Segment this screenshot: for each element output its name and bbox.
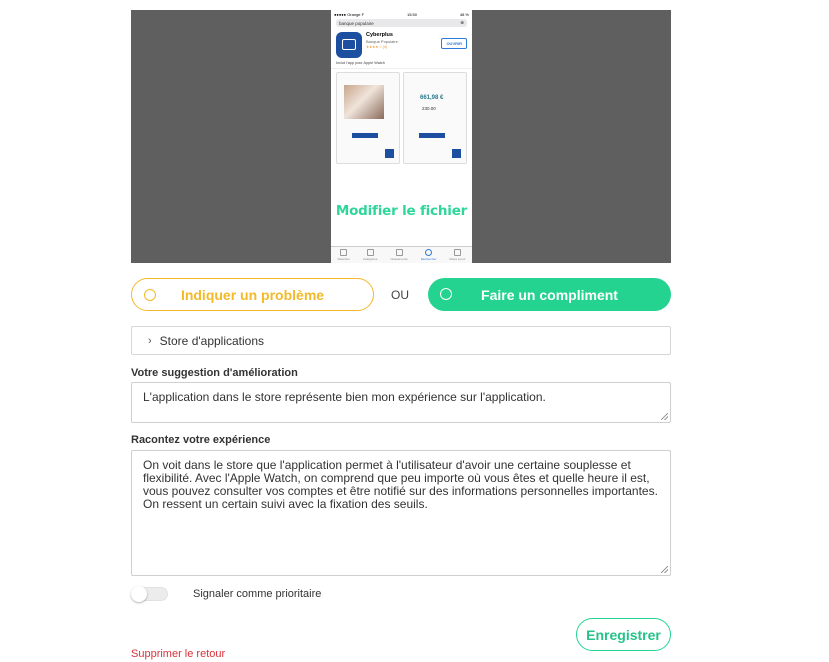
screenshot-button bbox=[419, 133, 445, 138]
experience-text: On voit dans le store que l'application permet à l'utilisateur d'avoir une certaine souplesse et flexibilité. Avec l'Apple Watch, on comprend que peu importe où vous êtes et quelle heure il est, vous pouvez consulter vos comptes et être notifié sur des informations personnelles importantes. On ressent un certain suivi avec la fixation des seuils. bbox=[143, 458, 658, 511]
apple-watch-note: Inclut l'app pour Apple Watch bbox=[331, 58, 472, 69]
screenshot-preview[interactable] bbox=[131, 10, 671, 263]
updates-icon bbox=[454, 249, 461, 256]
phone-tab: Sélection bbox=[338, 249, 350, 261]
suggestion-text: L'application dans le store représente bien mon expérience sur l'application. bbox=[143, 390, 546, 404]
phone-tab-bar bbox=[331, 246, 472, 263]
resize-handle-icon[interactable] bbox=[661, 566, 668, 573]
status-time: 15:50 bbox=[406, 11, 417, 17]
edit-file-overlay[interactable]: Modifier le fichier bbox=[335, 203, 468, 219]
status-carrier: ●●●●● Orange F bbox=[334, 11, 365, 17]
app-name: Cyberplus bbox=[366, 32, 393, 38]
bank-logo-icon bbox=[385, 149, 394, 158]
app-publisher: Banque Populaire bbox=[366, 39, 398, 44]
experience-label: Racontez votre expérience bbox=[131, 434, 271, 446]
priority-label: Signaler comme prioritaire bbox=[193, 588, 322, 600]
bank-logo-icon bbox=[452, 149, 461, 158]
give-compliment-label: Faire un compliment bbox=[481, 286, 618, 303]
chevron-right-icon: › bbox=[148, 334, 152, 347]
screenshot-button bbox=[352, 133, 378, 138]
phone-screenshot bbox=[331, 10, 472, 263]
phone-tab: Mises à jour bbox=[449, 249, 465, 261]
star-icon bbox=[340, 249, 347, 256]
report-problem-button[interactable] bbox=[131, 278, 374, 311]
suggestion-label: Votre suggestion d'amélioration bbox=[131, 367, 298, 379]
app-rating: ★★★★☆ (4) bbox=[366, 45, 387, 49]
category-value: Store d'applications bbox=[159, 333, 265, 348]
app-icon bbox=[336, 32, 362, 58]
phone-tab: Catégories bbox=[363, 249, 378, 261]
phone-search-bar bbox=[336, 19, 467, 27]
phone-status-bar bbox=[331, 10, 472, 18]
radio-circle-icon bbox=[144, 289, 156, 301]
list-icon bbox=[396, 249, 403, 256]
status-battery: 48 % bbox=[459, 11, 469, 17]
screenshot-balance: 661,98 € bbox=[420, 95, 444, 101]
toggle-knob bbox=[131, 586, 147, 602]
app-screenshot-2 bbox=[403, 72, 467, 164]
delete-feedback-link[interactable]: Supprimer le retour bbox=[131, 648, 226, 660]
app-open-button: OUVRIR bbox=[441, 38, 467, 49]
app-screenshots bbox=[331, 69, 472, 167]
give-compliment-button[interactable] bbox=[428, 278, 671, 311]
phone-tab: Classements bbox=[390, 249, 407, 261]
experience-textarea[interactable] bbox=[131, 450, 671, 576]
resize-handle-icon[interactable] bbox=[661, 413, 668, 420]
radio-circle-icon bbox=[440, 288, 452, 300]
phone-search-text: banque populaire bbox=[339, 20, 374, 26]
priority-toggle[interactable] bbox=[131, 587, 168, 601]
screenshot-photo bbox=[344, 85, 384, 119]
search-icon bbox=[425, 249, 432, 256]
clear-icon: ⊗ bbox=[460, 20, 464, 25]
category-selector[interactable] bbox=[131, 326, 671, 355]
app-listing bbox=[331, 27, 472, 58]
screenshot-sub-value: 230.00 bbox=[422, 106, 436, 111]
app-screenshot-1 bbox=[336, 72, 400, 164]
phone-tab: Rechercher bbox=[421, 249, 437, 261]
report-problem-label: Indiquer un problème bbox=[180, 286, 325, 303]
save-button[interactable]: Enregistrer bbox=[576, 618, 671, 651]
or-separator: OU bbox=[391, 288, 409, 302]
suggestion-textarea[interactable] bbox=[131, 382, 671, 423]
categories-icon bbox=[367, 249, 374, 256]
